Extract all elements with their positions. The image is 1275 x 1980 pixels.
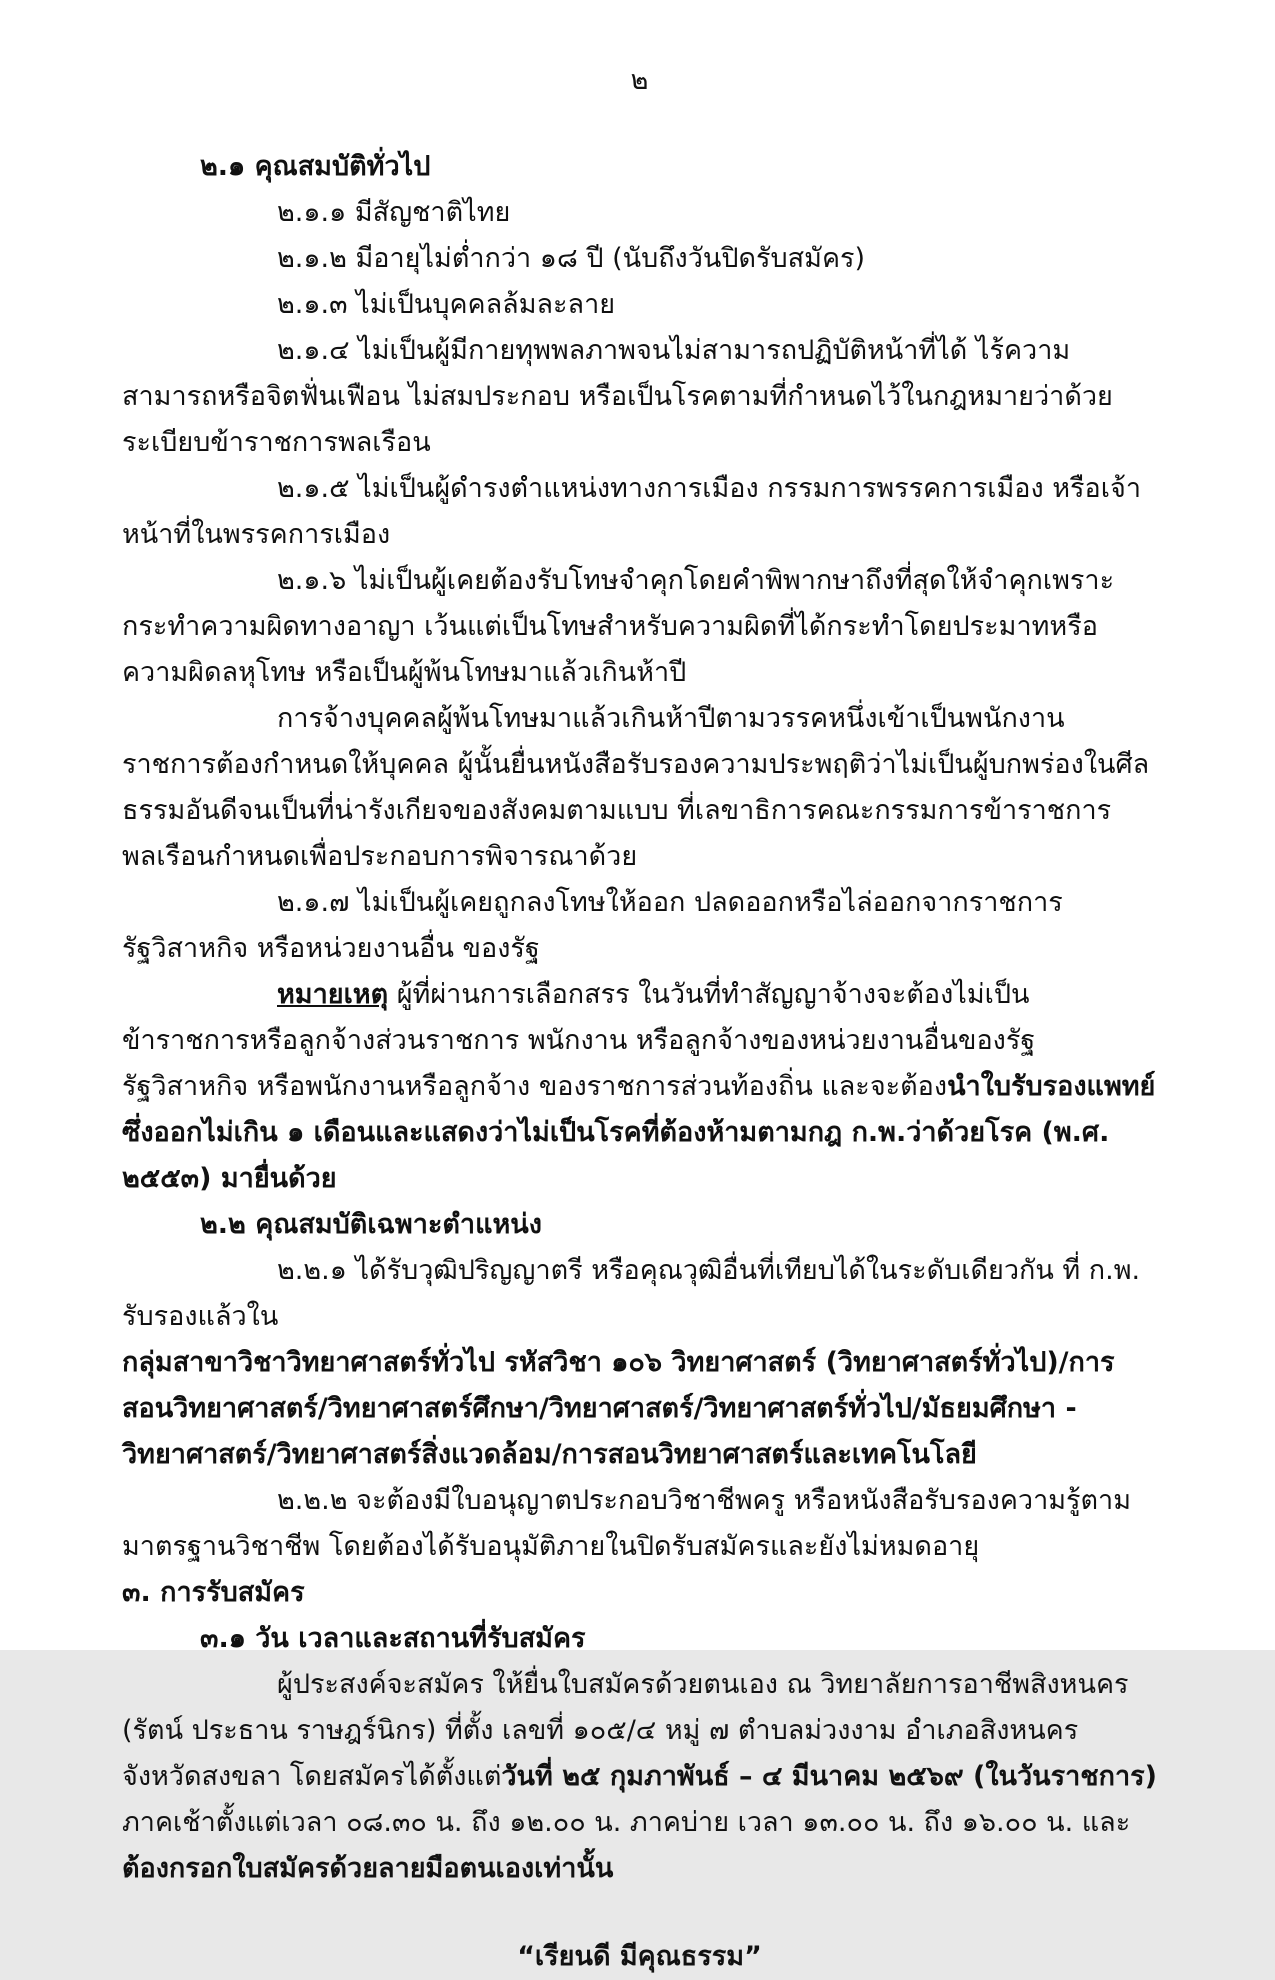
item-2-1-6: ๒.๑.๖ ไม่เป็นผู้เคยต้องรับโทษจำคุกโดยคำพิพากษาถึงที่สุดให้จำคุกเพราะกระทำความผิดทางอาญา เว้นแต่เป็นโทษสำหรับความผิดที่ได้กระทำโดยประมาทหรือความผิดลหุโทษ หรือเป็นผู้พ้นโทษมาแล้วเกินห้าปี (122, 565, 1115, 688)
note-body: ผู้ที่ผ่านการเลือกสรร ในวันที่ทำสัญญาจ้างจะต้องไม่เป็นข้าราชการหรือลูกจ้างส่วนราชการ พนักงาน หรือลูกจ้างของหน่วยงานอื่นของรัฐ รัฐวิสาหกิจ หรือพนักงานหรือลูกจ้าง ของราชการส่วนท้องถิ่น และจะต้อง (122, 979, 1036, 1102)
note-bold-medical-certificate: นำใบรับรองแพทย์ ซึ่งออกไม่เกิน ๑ เดือนและแสดงว่าไม่เป็นโรคที่ต้องห้ามตามกฎ ก.พ.ว่าด้วยโรค (พ.ศ. ๒๕๕๓) มายื่นด้วย (122, 1071, 1156, 1194)
item-2-2-1-qualification-bold: กลุ่มสาขาวิชาวิทยาศาสตร์ทั่วไป รหัสวิชา ๑๐๖ วิทยาศาสตร์ (วิทยาศาสตร์ทั่วไป)/การสอนวิทยาศาสตร์/วิทยาศาสตร์ศึกษา/วิทยาศาสตร์/วิทยาศาสตร์ทั่วไป/มัธยมศึกษา - วิทยาศาสตร์/วิทยาศาสตร์สิ่งแวดล้อม/การสอนวิทยาศาสตร์และเทคโนโลยี (122, 1347, 1115, 1470)
item-2-1-4: ๒.๑.๔ ไม่เป็นผู้มีกายทุพพลภาพจนไม่สามารถปฏิบัติหน้าที่ได้ ไร้ความสามารถหรือจิตฟั่นเฟือน ไม่สมประกอบ หรือเป็นโรคตามที่กำหนดไว้ในกฎหมายว่าด้วยระเบียบข้าราชการพลเรือน (122, 335, 1113, 458)
application-hours: ภาคเช้าตั้งแต่เวลา ๐๘.๓๐ น. ถึง ๑๒.๐๐ น. ภาคบ่าย เวลา ๑๓.๐๐ น. ถึง ๑๖.๐๐ น. และ (122, 1807, 1131, 1838)
application-date-range: วันที่ ๒๕ กุมภาพันธ์ – ๔ มีนาคม ๒๕๖๙ (ในวันราชการ) (501, 1761, 1157, 1792)
item-2-1-1: ๒.๑.๑ มีสัญชาติไทย (277, 197, 511, 228)
section-2-2-heading: ๒.๒ คุณสมบัติเฉพาะตำแหน่ง (200, 1209, 542, 1240)
application-intro: ผู้ประสงค์จะสมัคร ให้ยื่นใบสมัครด้วยตนเอง ณ วิทยาลัยการอาชีพสิงหนคร (รัตน์ ประธาน ราษฎร์นิกร) ที่ตั้ง เลขที่ ๑๐๕/๔ หมู่ ๗ ตำบลม่วงงาม อำเภอสิงหนคร จังหวัดสงขลา โดยสมัครได้ตั้งแต่ (122, 1669, 1129, 1792)
paragraph-application-details (122, 1662, 1157, 1892)
application-handwritten-requirement: ต้องกรอกใบสมัครด้วยลายมือตนเองเท่านั้น (122, 1853, 614, 1884)
document-motto-footer: “เรียนดี มีคุณธรรม” (517, 1941, 762, 1972)
item-2-1-3: ๒.๑.๓ ไม่เป็นบุคคลล้มละลาย (277, 289, 616, 320)
note-label: หมายเหตุ (277, 979, 389, 1010)
section-3-1-heading: ๓.๑ วัน เวลาและสถานที่รับสมัคร (200, 1623, 586, 1654)
item-2-1-7: ๒.๑.๗ ไม่เป็นผู้เคยถูกลงโทษให้ออก ปลดออกหรือไล่ออกจากราชการ รัฐวิสาหกิจ หรือหน่วยงานอื่น ของรัฐ (122, 887, 1063, 964)
section-2-1-heading: ๒.๑ คุณสมบัติทั่วไป (200, 151, 431, 182)
item-2-2-2: ๒.๒.๒ จะต้องมีใบอนุญาตประกอบวิชาชีพครู หรือหนังสือรับรองความรู้ตามมาตรฐานวิชาชีพ โดยต้องได้รับอนุมัติภายในปิดรับสมัครและยังไม่หมดอายุ (122, 1485, 1132, 1562)
section-3-heading: ๓. การรับสมัคร (122, 1577, 305, 1608)
item-2-1-5: ๒.๑.๕ ไม่เป็นผู้ดำรงตำแหน่งทางการเมือง กรรมการพรรคการเมือง หรือเจ้าหน้าที่ในพรรคการเมือง (122, 473, 1141, 550)
item-2-1-2: ๒.๑.๒ มีอายุไม่ต่ำกว่า ๑๘ ปี (นับถึงวันปิดรับสมัคร) (277, 243, 866, 274)
page-number: ๒ (630, 65, 649, 96)
paragraph-parole-certificate: การจ้างบุคคลผู้พ้นโทษมาแล้วเกินห้าปีตามวรรคหนึ่งเข้าเป็นพนักงานราชการต้องกำหนดให้บุคคล ผู้นั้นยื่นหนังสือรับรองความประพฤติว่าไม่เป็นผู้บกพร่องในศีลธรรมอันดีจนเป็นที่น่ารังเกียจของสังคมตามแบบ ที่เลขาธิการคณะกรรมการข้าราชการพลเรือนกำหนดเพื่อประกอบการพิจารณาด้วย (122, 703, 1150, 872)
item-2-2-1-intro: ๒.๒.๑ ได้รับวุฒิปริญญาตรี หรือคุณวุฒิอื่นที่เทียบได้ในระดับเดียวกัน ที่ ก.พ. รับรองแล้วใน (122, 1255, 1141, 1332)
paragraph-note (122, 972, 1157, 1202)
